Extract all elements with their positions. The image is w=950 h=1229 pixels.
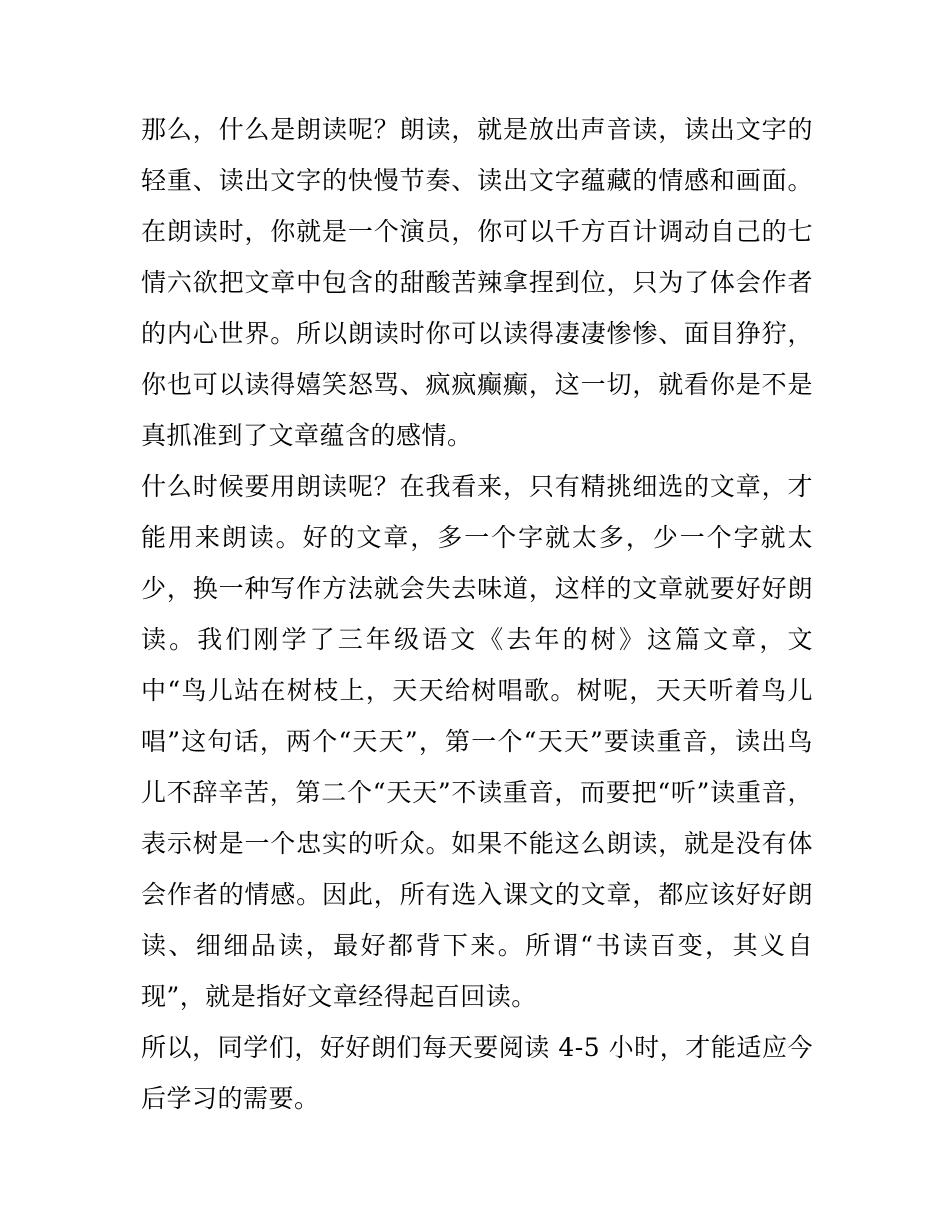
document-body (141, 104, 813, 1124)
paragraph-when-to-read-aloud: 什么时候要用朗读呢？在我看来，只有精挑细选的文章，才能用来朗读。好的文章，多一个字就太多，少一个字就太少，换一种写作方法就会失去味道，这样的文章就要好好朗读。我们刚学了三年级语文《去年的树》这篇文章，文中“鸟儿站在树枝上，天天给树唱歌。树呢，天天听着鸟儿唱”这句话，两个“天天”，第一个“天天”要读重音，读出鸟儿不辞辛苦，第二个“天天”不读重音，而要把“听”读重音，表示树是一个忠实的听众。如果不能这么朗读，就是没有体会作者的情感。因此，所有选入课文的文章，都应该好好朗读、细细品读，最好都背下来。所谓“书读百变，其义自现”，就是指好文章经得起百回读。 (141, 472, 813, 1011)
paragraph-reading-definition: 那么，什么是朗读呢？朗读，就是放出声音读，读出文字的轻重、读出文字的快慢节奏、读出文字蕴藏的情感和画面。在朗读时，你就是一个演员，你可以千方百计调动自己的七情六欲把文章中包含的甜酸苦辣拿捏到位，只为了体会作者的内心世界。所以朗读时你可以读得凄凄惨惨、面目狰狞，你也可以读得嬉笑怒骂、疯疯癫癫，这一切，就看你是不是真抓准到了文章蕴含的感情。 (141, 115, 813, 450)
paragraph-conclusion: 所以，同学们，好好朗们每天要阅读 4-5 小时，才能适应今后学习的需要。 (141, 1033, 813, 1113)
